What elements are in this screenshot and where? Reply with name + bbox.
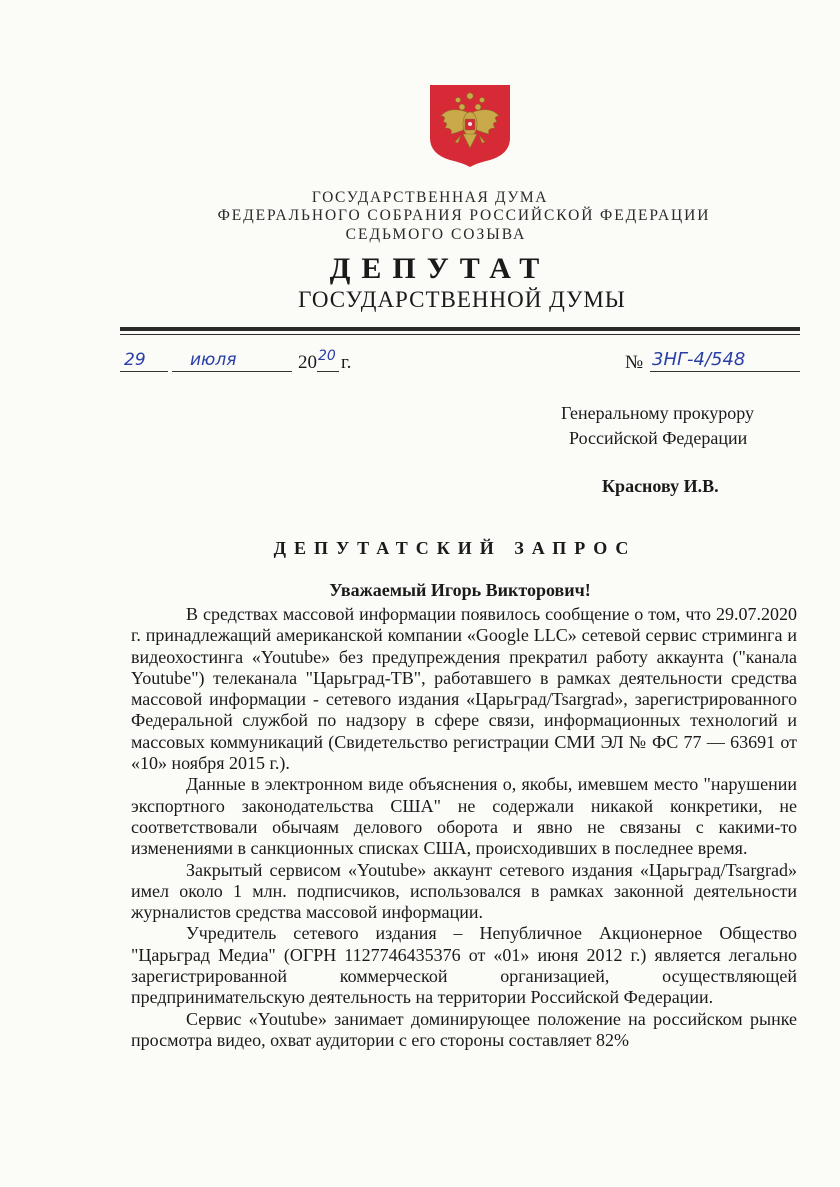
document-number-underline xyxy=(650,371,800,372)
addressee-position: Генеральному прокурору xyxy=(561,403,755,423)
coat-of-arms-emblem-icon xyxy=(427,82,513,168)
date-year-handwritten: 20 xyxy=(318,348,336,364)
body-paragraph: В средствах массовой информации появилось сообщение о том, что 29.07.2020 г. принадлежащий американской компании «Google LLC» сетевой сервис стриминга и видеохостинга «Youtube» без предупреждения прекратил работу аккаунта ("канала Youtube") телеканала "Царьград-ТВ", работавшего в рамках деятельности средства массовой информации - сетевого издания «Царьград/Tsargrad», зарегистрированного Федеральной службой по надзору в сфере связи, информационных технологий и массовых коммуникаций (Свидетельство регистрации СМИ ЭЛ № ФС 77 — 63691 от «10» ноября 2015 г.). xyxy=(131,604,797,774)
body-paragraph: Сервис «Youtube» занимает доминирующее положение на российском рынке просмотра видео, охват аудитории с его стороны составляет 82% xyxy=(131,1008,797,1050)
date-month-underline xyxy=(172,371,292,372)
header-line-federal-assembly: ФЕДЕРАЛЬНОГО СОБРАНИЯ РОССИЙСКОЙ ФЕДЕРАЦИИ xyxy=(217,207,711,224)
header-rule-thick xyxy=(120,327,800,331)
header-rule-thin xyxy=(120,334,800,335)
body-paragraph: Данные в электронном виде объяснения о, якобы, имевшем место "нарушении экспортного законодательства США" не содержали никакой конкретики, не соответствовали обычаям делового оборота и явно не связаны с какими-то изменениями в санкционных списках США, происходивших в последнее время. xyxy=(131,774,797,859)
date-month: июля xyxy=(190,350,237,370)
document-number: 3НГ-4/548 xyxy=(652,349,746,370)
date-year-prefix: 20 xyxy=(298,352,317,373)
duma-subtitle: ГОСУДАРСТВЕННОЙ ДУМЫ xyxy=(298,287,626,312)
greeting: Уважаемый Игорь Викторович! xyxy=(329,580,591,600)
header-line-convocation: СЕДЬМОГО СОЗЫВА xyxy=(345,226,527,243)
document-title: ДЕПУТАТСКИЙ ЗАПРОС xyxy=(273,538,637,558)
coat-of-arms-svg xyxy=(427,82,513,168)
header-line-state-duma: ГОСУДАРСТВЕННАЯ ДУМА xyxy=(311,189,549,206)
body-paragraph: Учредитель сетевого издания – Непубличное Акционерное Общество "Царьград Медиа" (ОГРН 1127746435376 от «01» июня 2012 г.) является легально зарегистрированной коммерческой организацией, осуществляющей предпринимательскую деятельность на территории Российской Федерации. xyxy=(131,923,797,1008)
date-year-underline xyxy=(317,371,339,372)
addressee-name: Краснову И.В. xyxy=(602,476,719,496)
number-sign: № xyxy=(625,352,644,373)
deputy-title: ДЕПУТАТ xyxy=(329,252,551,285)
addressee-country: Российской Федерации xyxy=(569,428,748,448)
date-year-suffix: г. xyxy=(341,352,352,373)
date-day: 29 xyxy=(124,350,146,370)
letter-body xyxy=(131,604,797,1051)
body-paragraph: Закрытый сервисом «Youtube» аккаунт сетевого издания «Царьград/Tsargrad» имел около 1 млн. подписчиков, использовался в рамках законной деятельности журналистов средства массовой информации. xyxy=(131,859,797,923)
date-and-number-line xyxy=(120,348,800,378)
date-day-underline xyxy=(120,371,168,372)
